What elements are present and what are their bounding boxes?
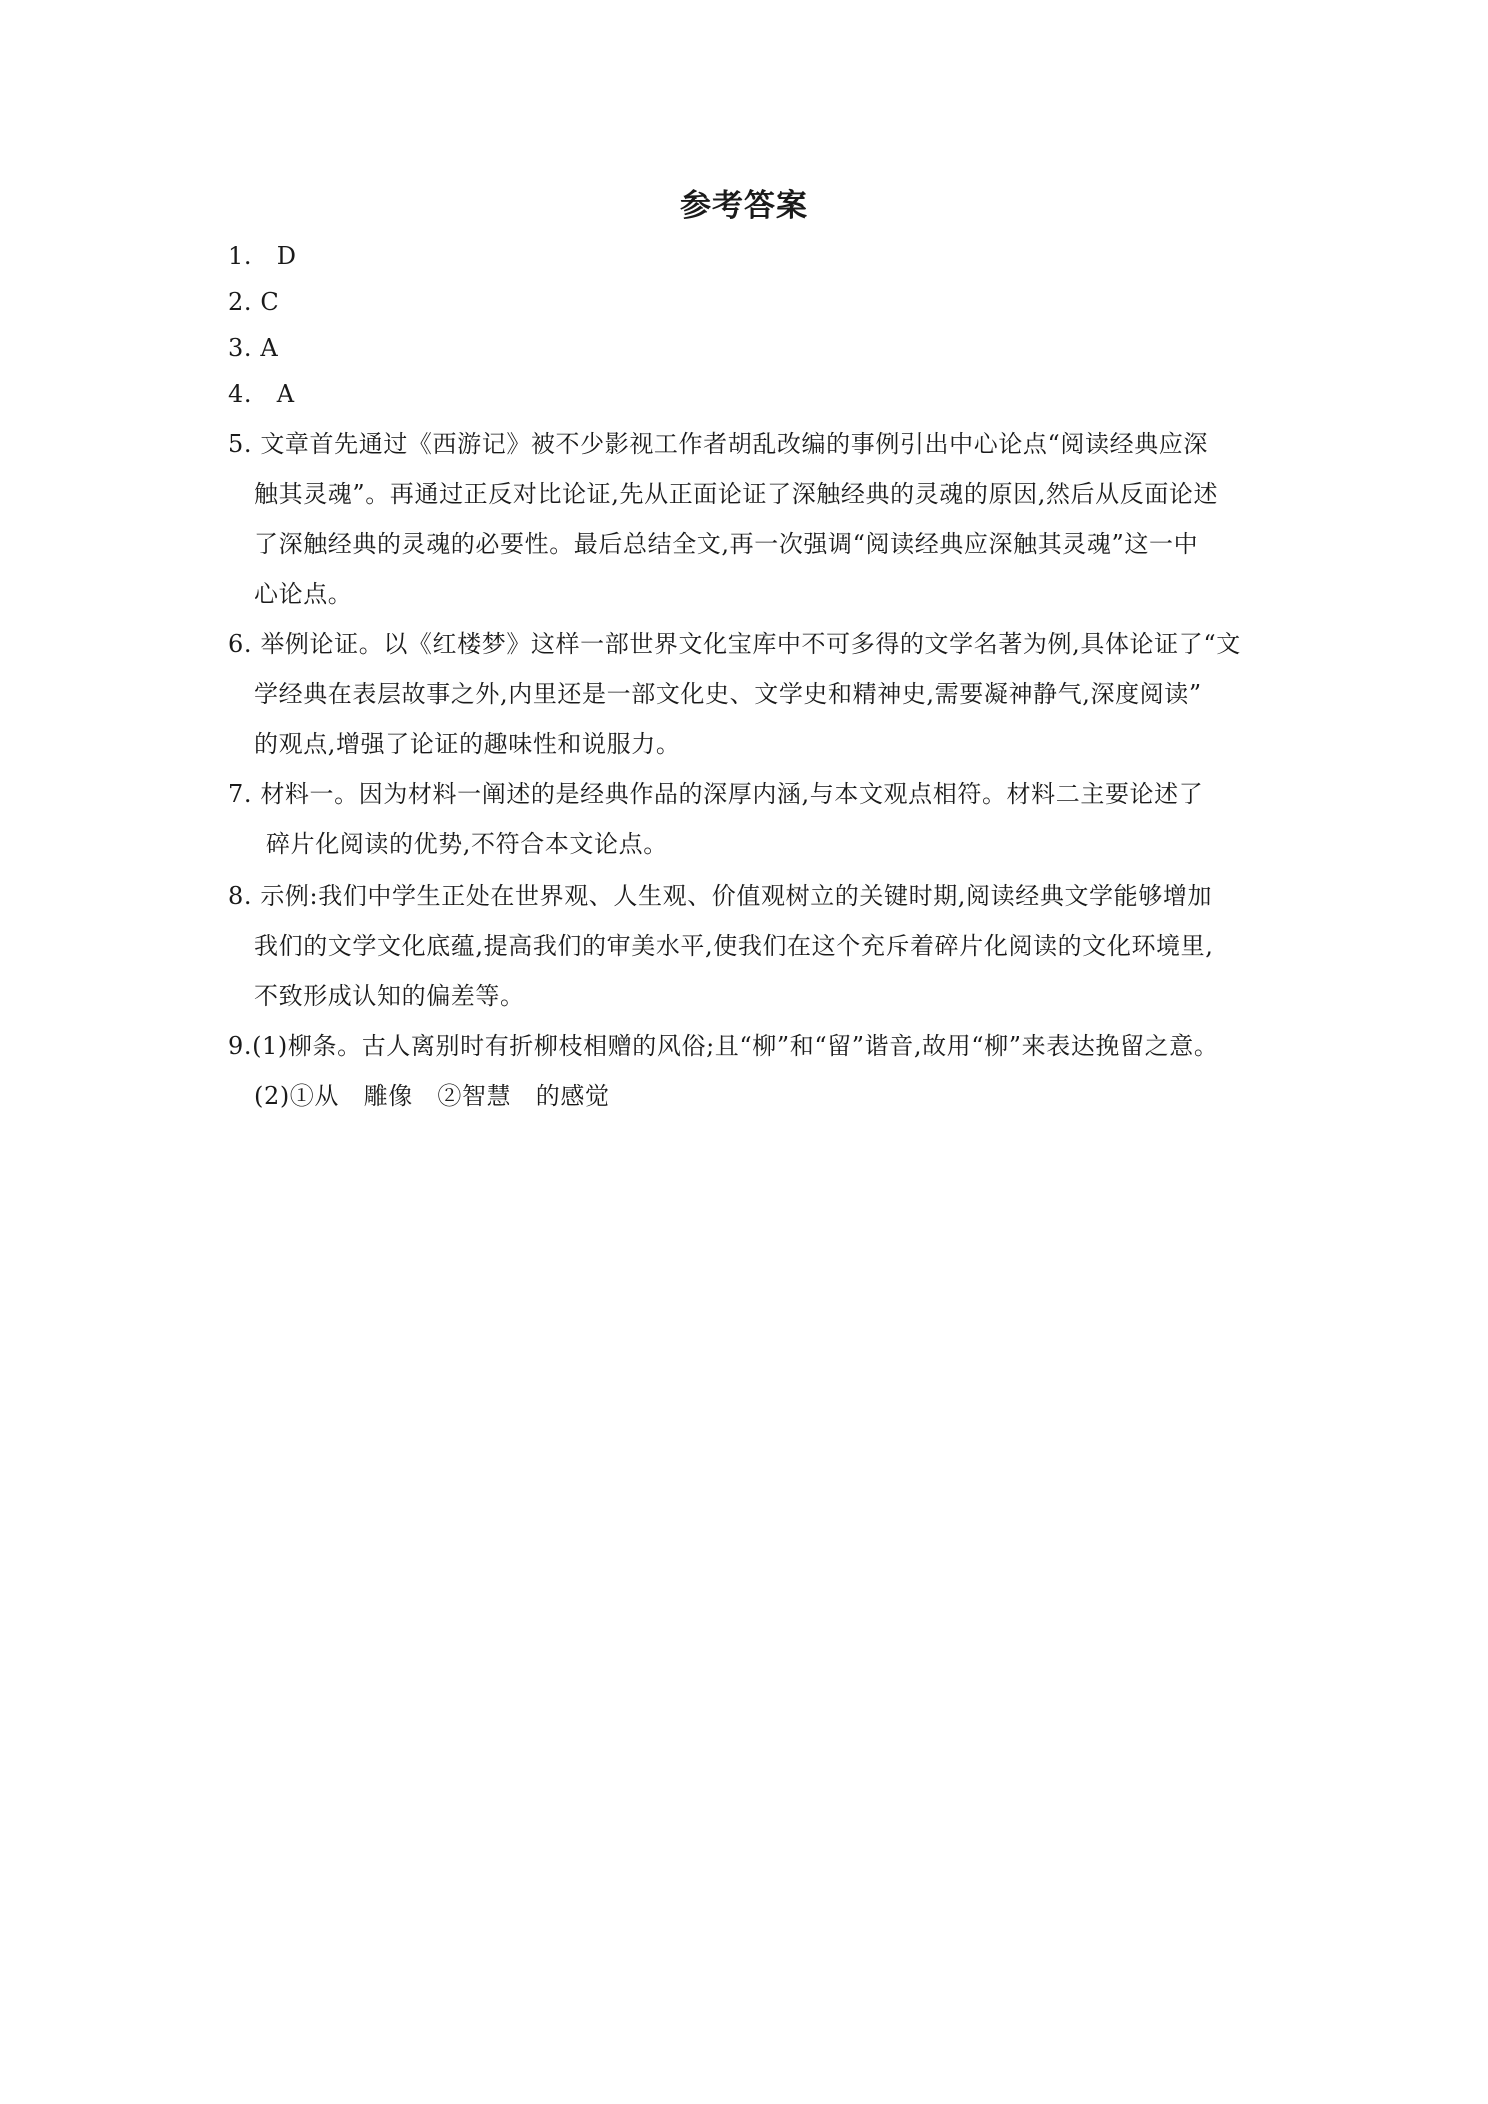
answer-4: 4. A (228, 380, 295, 408)
answer-3: 3. A (228, 334, 279, 362)
answer-1: 1. D (228, 242, 297, 270)
answer-5-line-4: 心论点。 (254, 580, 353, 608)
answer-9-part-1: 9.(1)柳条。古人离别时有折柳枝相赠的风俗;且“柳”和“留”谐音,故用“柳”来表达挽留之意。 (228, 1032, 1219, 1060)
answer-5-line-2: 触其灵魂”。再通过正反对比论证,先从正面论证了深触经典的灵魂的原因,然后从反面论述 (254, 480, 1219, 508)
answer-8-line-2: 我们的文学文化底蕴,提高我们的审美水平,使我们在这个充斥着碎片化阅读的文化环境里, (254, 932, 1214, 960)
answer-9-part-2: (2)①从 雕像 ②智慧 的感觉 (254, 1082, 610, 1110)
answer-5-line-1: 5. 文章首先通过《西游记》被不少影视工作者胡乱改编的事例引出中心论点“阅读经典应深 (228, 430, 1208, 458)
answer-6-line-1: 6. 举例论证。以《红楼梦》这样一部世界文化宝库中不可多得的文学名著为例,具体论证了“文 (228, 630, 1241, 658)
answer-5-line-3: 了深触经典的灵魂的必要性。最后总结全文,再一次强调“阅读经典应深触其灵魂”这一中 (254, 530, 1199, 558)
answer-6-line-3: 的观点,增强了论证的趣味性和说服力。 (254, 730, 681, 758)
answer-6-line-2: 学经典在表层故事之外,内里还是一部文化史、文学史和精神史,需要凝神静气,深度阅读” (254, 680, 1202, 708)
answer-2: 2. C (228, 288, 280, 316)
answer-8-line-3: 不致形成认知的偏差等。 (254, 982, 525, 1010)
answer-8-line-1: 8. 示例:我们中学生正处在世界观、人生观、价值观树立的关键时期,阅读经典文学能够增加 (228, 882, 1213, 910)
answer-7-line-2: 碎片化阅读的优势,不符合本文论点。 (266, 830, 668, 858)
page-title: 参考答案 (680, 188, 808, 224)
answer-7-line-1: 7. 材料一。因为材料一阐述的是经典作品的深厚内涵,与本文观点相符。材料二主要论述了 (228, 780, 1204, 808)
